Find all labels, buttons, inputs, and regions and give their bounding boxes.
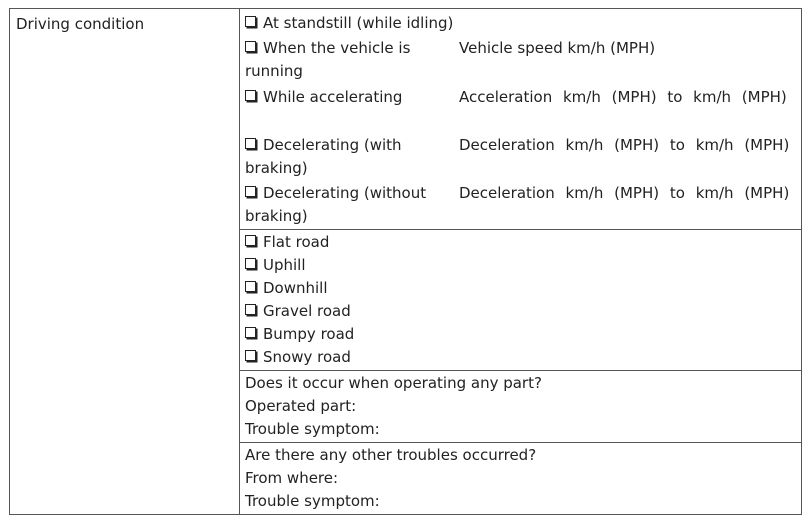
decel-no-braking-label: Decelerating (without braking) xyxy=(245,184,427,225)
vehicle-state-section xyxy=(240,9,801,230)
road-conditions-section xyxy=(240,230,801,371)
checkbox-icon[interactable] xyxy=(245,327,256,338)
running-label: When the vehicle is running xyxy=(245,39,411,80)
checkbox-icon[interactable] xyxy=(245,281,256,292)
other-trouble-symptom-field[interactable]: Trouble symptom: xyxy=(245,492,380,510)
checkbox-icon[interactable] xyxy=(245,90,256,101)
checkbox-icon[interactable] xyxy=(245,304,256,315)
checkbox-icon[interactable] xyxy=(245,235,256,246)
road-option: Uphill xyxy=(245,254,306,277)
checkbox-icon[interactable] xyxy=(245,41,256,52)
checkbox-icon[interactable] xyxy=(245,138,256,149)
checkbox-icon[interactable] xyxy=(245,258,256,269)
road-option: Gravel road xyxy=(245,300,351,323)
road-option: Downhill xyxy=(245,277,328,300)
other-troubles-question: Are there any other troubles occurred? xyxy=(245,446,537,464)
operating-part-section xyxy=(240,371,801,443)
driving-condition-label: Driving condition xyxy=(16,15,145,33)
conditions-cell xyxy=(240,9,801,514)
checkbox-icon[interactable] xyxy=(245,186,256,197)
acceleration-detail: Acceleration km/h (MPH) to km/h (MPH) xyxy=(459,88,787,106)
decel-braking-detail: Deceleration km/h (MPH) to km/h (MPH) xyxy=(459,136,790,154)
from-where-field[interactable]: From where: xyxy=(245,469,339,487)
decel-no-braking-detail: Deceleration km/h (MPH) to km/h (MPH) xyxy=(459,184,790,202)
driving-condition-table xyxy=(9,8,802,515)
running-speed-detail: Vehicle speed km/h (MPH) xyxy=(459,39,656,57)
standstill-option: At standstill (while idling) xyxy=(245,12,453,35)
decel-braking-label: Decelerating (with braking) xyxy=(245,136,402,177)
other-troubles-section xyxy=(240,443,801,514)
trouble-symptom-field[interactable]: Trouble symptom: xyxy=(245,420,380,438)
checkbox-icon[interactable] xyxy=(245,350,256,361)
operating-part-question: Does it occur when operating any part? xyxy=(245,374,542,392)
road-option: Flat road xyxy=(245,231,329,254)
checkbox-icon[interactable] xyxy=(245,16,256,27)
operated-part-field[interactable]: Operated part: xyxy=(245,397,357,415)
accelerating-label: While accelerating xyxy=(263,88,403,106)
road-option: Snowy road xyxy=(245,346,351,369)
row-label-cell xyxy=(10,9,240,514)
road-option: Bumpy road xyxy=(245,323,354,346)
